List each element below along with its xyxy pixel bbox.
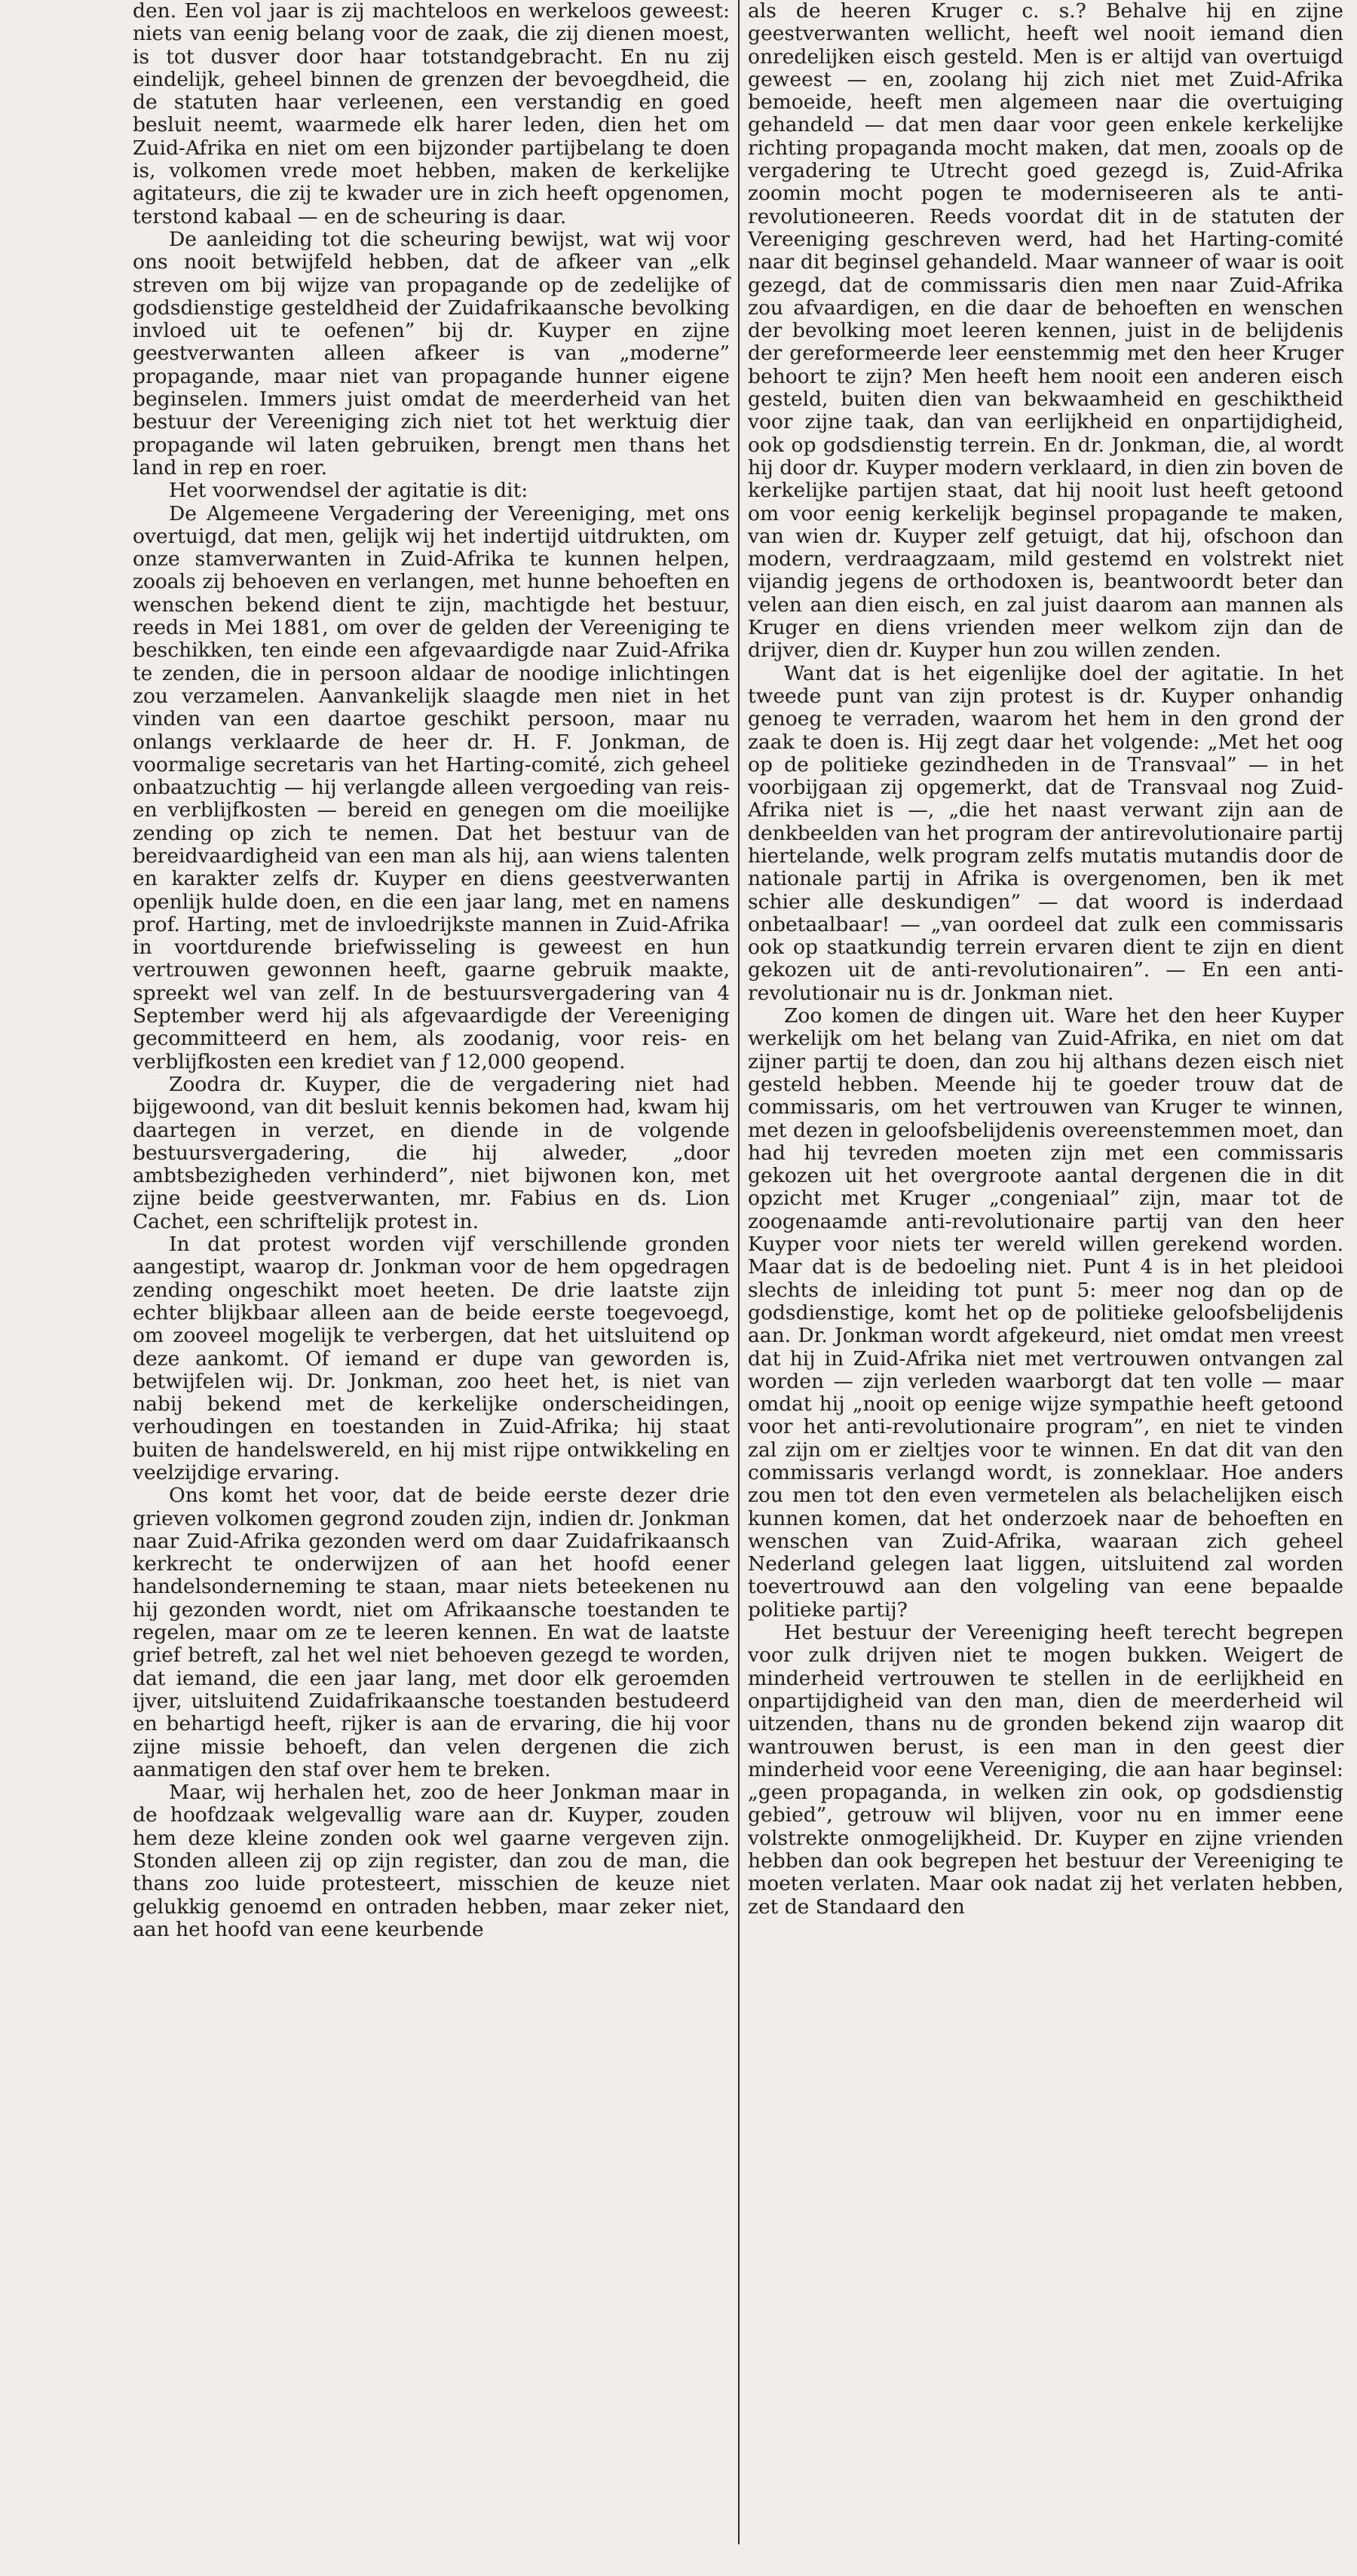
paragraph: Zoodra dr. Kuyper, die de vergadering niet had bijgewoond, van dit besluit kennis bekomen had, kwam hij daartegen in verzet, en diende in de volgende bestuursvergadering, die hij alweder, „door ambtsbezigheden verhinderd”, niet bijwonen kon, met zijne beide geestverwanten, mr. Fabius en ds. Lion Cachet, een schriftelijk protest in. bbox=[133, 1072, 730, 1233]
paragraph: Zoo komen de dingen uit. Ware het den heer Kuyper werkelijk om het belang van Zuid-Afrika, en niet om dat zijner partij te doen, dan zou hij althans dezen eisch niet gesteld hebben. Meende hij te goeder trouw dat de commissaris, om het vertrouwen van Kruger te winnen, met dezen in geloofsbelijdenis overeenstemmen moet, dan had hij tevreden moeten zijn met een commissaris gekozen uit het overgroote aantal dergenen die in dit opzicht met Kruger „congeniaal” zijn, maar tot de zoogenaamde anti-revolutionaire partij van den heer Kuyper voor niets ter wereld willen gerekend worden. Maar dat is de bedoeling niet. Punt 4 is in het pleidooi slechts de inleiding tot punt 5: meer nog dan op de godsdienstige, komt het op de politieke geloofsbelijdenis aan. Dr. Jonkman wordt afgekeurd, niet omdat men vreest dat hij in Zuid-Afrika niet met vertrouwen ontvangen zal worden — zijn verleden waarborgt dat ten volle — maar omdat hij „nooit op eenige wijze sympathie heeft getoond voor het anti-revolutionaire program”, en niet te vinden zal zijn om er zieltjes voor te winnen. En dat dit van den commissaris verlangd wordt, is zonneklaar. Hoe anders zou men tot den even vermetelen als belachelijken eisch kunnen komen, dat het onderzoek naar de behoeften en wenschen van Zuid-Afrika, waaraan zich geheel Nederland gelegen laat liggen, uitsluitend zal worden toevertrouwd aan den volgeling van eene bepaalde politieke partij? bbox=[748, 1004, 1343, 1622]
column-divider bbox=[738, 0, 740, 2544]
paragraph: De aanleiding tot die scheuring bewijst, wat wij voor ons nooit betwijfeld hebben, dat de afkeer van „elk streven om bij wijze van propagande op de zedelijke of godsdienstige gesteldheid der Zuidafrikaansche bevolking invloed uit te oefenen” bij dr. Kuyper en zijne geestverwanten alleen afkeer is van „moderne” propagande, maar niet van propagande hunner eigene beginselen. Immers juist omdat de meerderheid van het bestuur der Vereeniging zich niet tot het werktuig dier propagande wil laten gebruiken, brengt men thans het land in rep en roer. bbox=[133, 227, 730, 479]
paragraph: Het voorwendsel der agitatie is dit: bbox=[169, 479, 528, 503]
paragraph: Maar, wij herhalen het, zoo de heer Jonkman maar in de hoofdzaak welgevallig ware aan dr. Kuyper, zouden hem deze kleine zonden ook wel gaarne vergeven zijn. Stonden alleen zij op zijn register, dan zou de man, die thans zoo luide protesteert, misschien de keuze niet gelukkig genoemd en ontraden hebben, maar zeker niet, aan het hoofd van eene keurbende bbox=[133, 1781, 730, 1941]
paragraph: als de heeren Kruger c. s.? Behalve hij en zijne geestverwanten wellicht, heeft wel nooit iemand dien onredelijken eisch gesteld. Men is er altijd van overtuigd geweest — en, zoolang hij zich niet met Zuid-Afrika bemoeide, heeft men algemeen naar die overtuiging gehandeld — dat men daar voor geen enkele kerkelijke richting propaganda mocht maken, dat men, zooals op de vergadering te Utrecht goed gezegd is, Zuid-Afrika zoomin mocht pogen te moderniseeren als te anti-revolutioneeren. Reeds voordat dit in de statuten der Vereeniging geschreven werd, had het Harting-comité naar dit beginsel gehandeld. Maar wanneer of waar is ooit gezegd, dat de commissaris dien men naar Zuid-Afrika zou afvaardigen, en die daar de behoeften en wenschen der bevolking moet leeren kennen, juist in de belijdenis der gereformeerde leer eenstemmig met den heer Kruger behoort te zijn? Men heeft hem nooit een anderen eisch gesteld, buiten dien van bekwaamheid en geschiktheid voor zijne taak, dan van eerlijkheid en onpartijdigheid, ook op godsdienstig terrein. En dr. Jonkman, die, al wordt hij door dr. Kuyper modern verklaard, in dien zin boven de kerkelijke partijen staat, dat hij nooit lust heeft getoond om voor eenig kerkelijk beginsel propagande te maken, van wien dr. Kuyper zelf getuigt, dat hij, ofschoon dan modern, verdraagzaam, mild gestemd en volstrekt niet vijandig jegens de orthodoxen is, beantwoordt beter dan velen aan dien eisch, en zal juist daarom aan mannen als Kruger en diens vrienden meer welkom zijn dan de drijver, dien dr. Kuyper hun zou willen zenden. bbox=[748, 0, 1343, 663]
right-column bbox=[748, 0, 1343, 1919]
left-column bbox=[133, 0, 730, 1941]
paragraph: De Algemeene Vergadering der Vereeniging, met ons overtuigd, dat men, gelijk wij het indertijd uitdrukten, om onze stamverwanten in Zuid-Afrika te kunnen helpen, zooals zij behoeven en verlangen, met hunne behoeften en wenschen bekend dient te zijn, machtigde het bestuur, reeds in Mei 1881, om over de gelden der Vereeniging te beschikken, ten einde een afgevaardigde naar Zuid-Afrika te zenden, die in persoon aldaar de noodige inlichtingen zou verzamelen. Aanvankelijk slaagde men niet in het vinden van een daartoe geschikt persoon, maar nu onlangs verklaarde de heer dr. H. F. Jonkman, de voormalige secretaris van het Harting-comité, zich geheel onbaatzuchtig — hij verlangde alleen vergoeding van reis- en verblijfkosten — bereid en genegen om die moeilijke zending op zich te nemen. Dat het bestuur van de bereidvaardigheid van een man als hij, aan wiens talenten en karakter zelfs dr. Kuyper en diens geestverwanten openlijk hulde doen, en die een jaar lang, met en namens prof. Harting, met de invloedrijkste mannen in Zuid-Afrika in voortdurende briefwisseling is geweest en hun vertrouwen gewonnen heeft, gaarne gebruik maakte, spreekt wel van zelf. In de bestuursvergadering van 4 September werd hij als afgevaardigde der Vereeniging gecommitteerd en hem, als zoodanig, voor reis- en verblijfkosten een krediet van ƒ 12,000 geopend. bbox=[133, 501, 730, 1074]
paragraph: In dat protest worden vijf verschillende gronden aangestipt, waarop dr. Jonkman voor de hem opgedragen zending ongeschikt moet heeten. De drie laatste zijn echter blijkbaar alleen aan de beide eerste toegevoegd, om zooveel mogelijk te verbergen, dat het uitsluitend op deze aankomt. Of iemand er dupe van geworden is, betwijfelen wij. Dr. Jonkman, zoo heet het, is niet van nabij bekend met de kerkelijke onderscheidingen, verhoudingen en toestanden in Zuid-Afrika; hij staat buiten de handelswereld, en hij mist rijpe ontwikkeling en veelzijdige ervaring. bbox=[133, 1233, 730, 1484]
paragraph: Het bestuur der Vereeniging heeft terecht begrepen voor zulk drijven niet te mogen bukken. Weigert de minderheid vertrouwen te stellen in de eerlijkheid en onpartijdigheid van den man, dien de meerderheid wil uitzenden, thans nu de gronden bekend zijn waarop dit wantrouwen berust, is een man in den geest dier minderheid voor eene Vereeniging, die aan haar beginsel: „geen propaganda, in welken zin ook, op godsdienstig gebied”, getrouw wil blijven, voor nu en immer eene volstrekte onmogelijkheid. Dr. Kuyper en zijne vrienden hebben dan ook begrepen het bestuur der Vereeniging te moeten verlaten. Maar ook nadat zij het verlaten hebben, zet de Standaard den bbox=[748, 1621, 1343, 1919]
paragraph: den. Een vol jaar is zij machteloos en werkeloos geweest: niets van eenig belang voor de zaak, die zij dienen moest, is tot dusver door haar totstandgebracht. En nu zij eindelijk, geheel binnen de grenzen der bevoegdheid, die de statuten haar verleenen, een verstandig en goed besluit neemt, waarmede elk harer leden, dien het om Zuid-Afrika en niet om een bijzonder partijbelang te doen is, volkomen vrede moet hebben, maken de kerkelijke agitateurs, die zij te kwader ure in zich heeft opgenomen, terstond kabaal — en de scheuring is daar. bbox=[133, 0, 730, 228]
paragraph: Ons komt het voor, dat de beide eerste dezer drie grieven volkomen gegrond zouden zijn, indien dr. Jonkman naar Zuid-Afrika gezonden werd om daar Zuidafrikaansch kerkrecht te onderwijzen of aan het hoofd eener handelsonderneming te staan, maar niets beteekenen nu hij gezonden wordt, niet om Afrikaansche toestanden te regelen, maar om ze te leeren kennen. En wat de laatste grief betreft, zal het wel niet behoeven gezegd te worden, dat iemand, die een jaar lang, met door elk geroemden ijver, uitsluitend Zuidafrikaansche toestanden bestudeerd en behartigd heeft, rijker is aan de ervaring, die hij voor zijne missie behoeft, dan velen dergenen die zich aanmatigen den staf over hem te breken. bbox=[133, 1484, 730, 1781]
paragraph: Want dat is het eigenlijke doel der agitatie. In het tweede punt van zijn protest is dr. Kuyper onhandig genoeg te verraden, waarom het hem in den grond der zaak te doen is. Hij zegt daar het volgende: „Met het oog op de politieke gezindheden in de Transvaal” — in het voorbijgaan zij opgemerkt, dat de Transvaal nog Zuid-Afrika niet is —, „die het naast verwant zijn aan de denkbeelden van het program der antirevolutionaire partij hiertelande, welk program zelfs mutatis mutandis door de nationale partij in Afrika is overgenomen, ben ik met schier alle deskundigen” — dat woord is inderdaad onbetaalbaar! — „van oordeel dat zulk een commissaris ook op staatkundig terrein ervaren dient te zijn en dient gekozen uit de anti-revolutionairen”. — En een anti-revolutionair nu is dr. Jonkman niet. bbox=[748, 661, 1343, 1005]
